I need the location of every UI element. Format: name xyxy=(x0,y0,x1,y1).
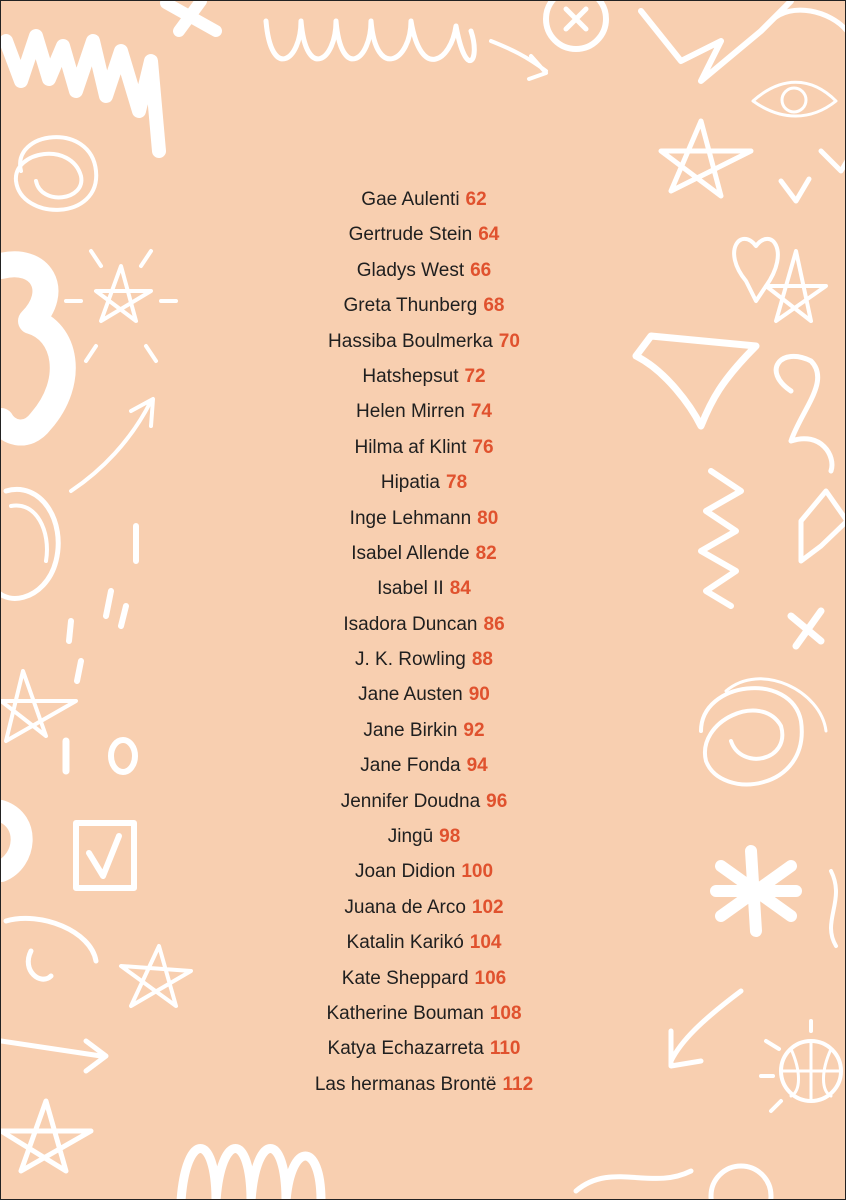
toc-entry xyxy=(1,359,846,394)
toc-entry-page-number: 108 xyxy=(489,1002,522,1024)
toc-entry xyxy=(1,784,846,819)
toc-entry-page-number: 78 xyxy=(446,472,468,494)
toc-entry-page-number: 86 xyxy=(483,613,505,635)
toc-entry-page-number: 82 xyxy=(475,542,497,564)
toc-entry-name: Isabel II xyxy=(377,578,444,600)
toc-entry-page-number: 80 xyxy=(477,507,499,529)
toc-entry-name: Katherine Bouman xyxy=(326,1002,484,1024)
toc-entry-name: Hipatia xyxy=(380,472,440,494)
toc-entry-page-number: 68 xyxy=(483,295,505,317)
toc-entry-name: Katalin Karikó xyxy=(346,932,464,954)
toc-entry-page-number: 90 xyxy=(468,684,490,706)
toc-entry xyxy=(1,324,846,359)
toc-entry-page-number: 94 xyxy=(466,755,488,777)
toc-entry-name: Isadora Duncan xyxy=(343,613,478,635)
toc-entry xyxy=(1,217,846,252)
toc-entry-page-number: 98 xyxy=(439,826,461,848)
toc-entry-name: Jane Birkin xyxy=(363,719,458,741)
toc-entry-page-number: 70 xyxy=(498,330,520,352)
toc-entry-page-number: 112 xyxy=(502,1073,534,1095)
toc-entry-name: Jingū xyxy=(387,826,434,848)
toc-entry-page-number: 62 xyxy=(465,189,487,210)
star-icon xyxy=(1,1101,91,1171)
squiggle-doodle xyxy=(576,1171,691,1191)
toc-entry xyxy=(1,925,846,960)
toc-entry xyxy=(1,1031,846,1066)
toc-entry xyxy=(1,465,846,500)
circle-doodle xyxy=(711,1166,771,1200)
zigzag-doodle xyxy=(6,36,159,151)
toc-entry xyxy=(1,713,846,748)
toc-entry-name: Greta Thunberg xyxy=(343,295,478,317)
zigzag-doodle xyxy=(821,151,846,171)
toc-entry-name: Gertrude Stein xyxy=(348,224,473,246)
toc-entry-name: J. K. Rowling xyxy=(354,649,466,671)
toc-entry-name: Hatshepsut xyxy=(362,365,459,387)
toc-entry-name: Juana de Arco xyxy=(344,896,466,918)
circled-x-icon xyxy=(546,1,606,49)
toc-entry xyxy=(1,571,846,606)
toc-entry-page-number: 100 xyxy=(461,861,494,883)
cross-icon xyxy=(166,1,216,31)
toc-entry-name: Gladys West xyxy=(356,259,465,281)
toc-entry-page-number: 104 xyxy=(469,932,502,954)
toc-entry-name: Las hermanas Brontë xyxy=(314,1073,497,1095)
toc-entry-page-number: 92 xyxy=(463,719,485,741)
toc-entry xyxy=(1,642,846,677)
toc-entry xyxy=(1,1067,846,1102)
toc-entry-page-number: 84 xyxy=(449,578,471,600)
loop-doodle xyxy=(266,21,474,61)
toc-entry-name: Jane Fonda xyxy=(360,755,461,777)
toc-entry-page-number: 88 xyxy=(471,649,493,671)
toc-entry-name: Hilma af Klint xyxy=(354,436,467,458)
toc-entry-name: Gae Aulenti xyxy=(361,189,460,210)
toc-entry-name: Hassiba Boulmerka xyxy=(328,330,493,352)
toc-entry-page-number: 102 xyxy=(471,896,504,918)
toc-entry-page-number: 72 xyxy=(464,365,486,387)
toc-entry xyxy=(1,819,846,854)
toc-entry xyxy=(1,394,846,429)
toc-entry-page-number: 96 xyxy=(486,790,508,812)
toc-entry xyxy=(1,536,846,571)
toc-entry xyxy=(1,288,846,323)
toc-entry-name: Inge Lehmann xyxy=(349,507,472,529)
toc-entry xyxy=(1,961,846,996)
toc-entry-page-number: 64 xyxy=(478,224,500,246)
toc-entry-page-number: 74 xyxy=(470,401,492,423)
toc-entry xyxy=(1,430,846,465)
zigzag-doodle xyxy=(641,1,791,81)
toc-entry xyxy=(1,677,846,712)
toc-entry-page-number: 66 xyxy=(470,259,492,281)
toc-entry-page-number: 110 xyxy=(489,1038,521,1060)
toc-entry-name: Jane Austen xyxy=(358,684,463,706)
toc-entry-page-number: 76 xyxy=(472,436,494,458)
table-of-contents xyxy=(1,182,846,1102)
arrow-icon xyxy=(491,41,546,79)
toc-entry xyxy=(1,182,846,217)
toc-entry xyxy=(1,854,846,889)
toc-entry xyxy=(1,890,846,925)
toc-entry-name: Isabel Allende xyxy=(351,542,470,564)
toc-entry-name: Kate Sheppard xyxy=(341,967,469,989)
toc-entry-name: Jennifer Doudna xyxy=(340,790,481,812)
toc-entry xyxy=(1,253,846,288)
loop-doodle xyxy=(181,1149,321,1200)
toc-entry-name: Helen Mirren xyxy=(356,401,465,423)
squiggle-doodle xyxy=(771,10,846,31)
toc-entry xyxy=(1,996,846,1031)
toc-entry xyxy=(1,501,846,536)
toc-entry-name: Joan Didion xyxy=(354,861,456,883)
toc-entry xyxy=(1,748,846,783)
toc-entry-page-number: 106 xyxy=(474,967,507,989)
toc-entry xyxy=(1,607,846,642)
toc-entry-name: Katya Echazarreta xyxy=(327,1038,484,1060)
